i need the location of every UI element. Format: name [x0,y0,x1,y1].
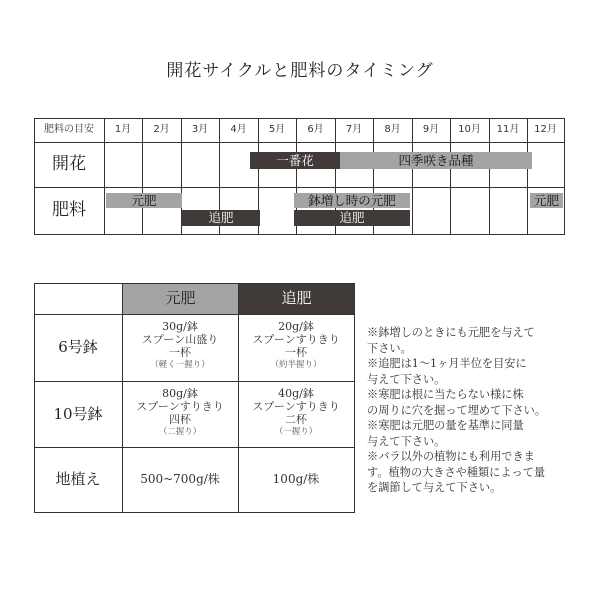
amount-text: スプーンすりきり [136,400,224,413]
bar-repeat-bloom: 四季咲き品種 [340,152,532,169]
row-label-fertilizer: 肥料 [52,200,86,220]
bar-top-dressing: 追肥 [294,210,410,226]
note-line: ※寒肥は根に当たらない様に株 [367,388,524,401]
note-line: 与えて下さい。 [367,434,446,448]
amount-text: 四杯 [169,413,191,426]
amount-note: （約半握り） [270,360,322,370]
month-label: 9月 [422,124,440,135]
bar-first-bloom: 一番花 [250,152,340,169]
month-label: 12月 [534,124,557,135]
corner-label: 肥料の目安 [44,124,94,135]
amount-text: 30g/鉢 [162,320,198,333]
row-label-pot-6: 6号鉢 [58,338,98,356]
cell-top-pot-6 [238,320,354,372]
grid-line [34,512,355,513]
amount-text: 40g/鉢 [278,387,314,400]
amount-text: 20g/鉢 [278,320,314,333]
note-line: す。植物の大きさや種類によって量 [367,465,546,479]
schedule-table [34,118,565,235]
grid-line [34,187,565,188]
cell-top-pot-10 [238,387,354,439]
month-label: 5月 [268,124,286,135]
note-line: ※寒肥は元肥の量を基準に同量 [367,419,524,432]
bar-base-fertilizer: 元肥 [106,193,182,208]
amount-note: （一握り） [274,427,318,437]
month-label: 6月 [307,124,324,135]
bar-base-fertilizer: 元肥 [530,193,563,208]
note-line: ※追肥は1～1ヶ月半位を目安に [367,357,527,370]
header-top-dressing: 追肥 [238,283,355,314]
month-label: 7月 [345,124,363,135]
page-title: 開花サイクルと肥料のタイミング [166,61,434,81]
grid-line [34,283,355,284]
month-label: 10月 [458,124,481,135]
note-line: を調節して与えて下さい。 [367,481,502,494]
amount-text: スプーン山盛り [141,333,219,346]
grid-line [34,234,565,235]
amount-note: （軽く一握り） [150,360,210,370]
grid-line [564,118,565,235]
amount-text: 二杯 [285,413,307,426]
note-line: 与えて下さい。 [367,372,446,386]
amount-text: スプーンすりきり [252,400,340,413]
row-label-flowering: 開花 [52,154,86,174]
row-label-pot-10: 10号鉢 [53,405,103,423]
cell-base-ground: 500~700g/株 [140,472,220,486]
month-label: 2月 [153,124,170,135]
amount-text: 80g/鉢 [162,387,198,400]
month-label: 4月 [230,124,247,135]
note-line: の周りに穴を掘って埋めて下さい。 [367,403,547,417]
month-label: 3月 [191,124,209,135]
note-line: ※鉢増しのときにも元肥を与えて [367,326,535,339]
cell-top-ground: 100g/株 [272,472,320,486]
amount-note: （二握り） [158,427,202,437]
grid-line [354,283,355,513]
month-label: 1月 [114,124,132,135]
bar-top-dressing: 追肥 [182,210,260,226]
amount-table [34,283,355,513]
note-line: 下さい。 [367,341,412,355]
amount-text: 一杯 [285,346,307,359]
month-label: 8月 [384,124,401,135]
grid-line [34,142,565,143]
note-line: ※バラ以外の植物にも利用できま [367,450,535,463]
month-label: 11月 [496,124,520,135]
amount-text: 一杯 [169,346,191,359]
amount-text: スプーンすりきり [252,333,340,346]
bar-repot-base-fertilizer: 鉢増し時の元肥 [294,193,410,208]
row-label-ground: 地植え [55,470,101,488]
cell-base-pot-10 [122,387,238,439]
header-base-fertilizer: 元肥 [123,283,238,314]
cell-base-pot-6 [122,320,238,372]
notes [367,325,579,496]
